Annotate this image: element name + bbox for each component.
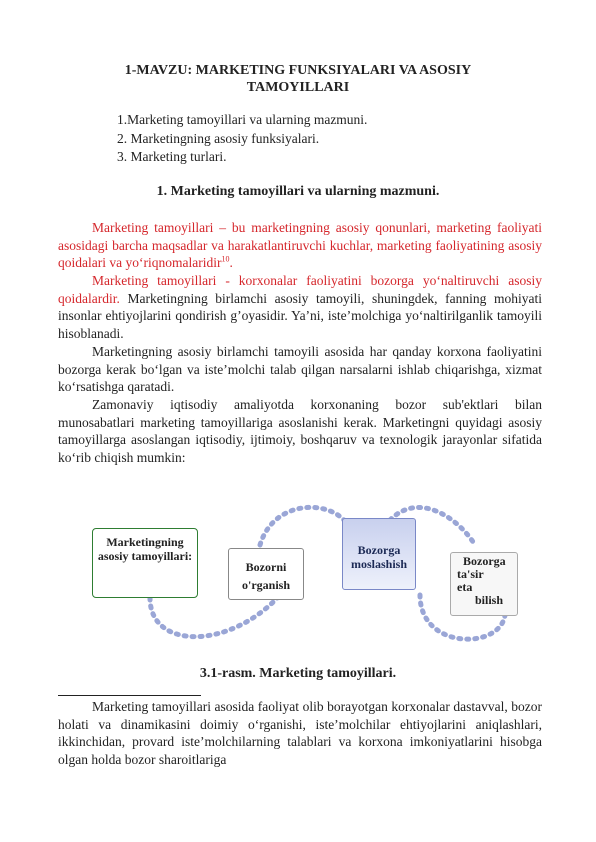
diagram-box-adapt — [342, 518, 416, 590]
diagram-box-influence-line2: ta'sir — [457, 567, 484, 581]
toc-item-3: 3. Marketing turlari. — [117, 149, 227, 164]
diagram-box-influence-line3: eta — [457, 580, 473, 594]
diagram-box-research-label: Bozorni o'rganish — [241, 560, 290, 592]
paragraph-2 — [58, 272, 542, 342]
paragraph-1-text: Marketing tamoyillari – bu marketingning asosiy qonunlari, marketing faoliyati asosidagi barcha maqsadlar va harakatlantiruvchi kuchlar, marketing faoliyatining asosiy qoidalari va yo‘riqnomalaridir — [58, 220, 542, 271]
paragraph-4: Zamonaviy iqtisodiy amaliyotda korxonaning bozor sub'ektlari bilan munosabatlari marketing tamoyillariga asoslanishi kerak. Marketingni quyidagi asosiy tamoyillarga asoslangan iqtisodiy, ijtimoiy, boshqaruv va texnologik jarayonlar sifatida ko‘rib chiqish mumkin: — [58, 397, 542, 465]
diagram-box-influence-line1: Bozorga — [463, 554, 506, 568]
paragraph-2-red: Marketing tamoyillari - korxonalar faoliyatini bozorga yo‘naltiruvchi asosiy qoidalardir. — [58, 273, 542, 306]
page-title: 1-MAVZU: MARKETING FUNKSIYALARI VA ASOSIY — [124, 63, 472, 78]
paragraph-2-text: Marketingning birlamchi asosiy tamoyili, shuningdek, fanning mohiyati insonlar ehtiyojlarini qondirish g’oyasidir. Ya’ni, iste’molchiga yo‘naltirilganlik tamoyili hisoblanadi. — [58, 290, 542, 341]
diagram-box-main-label: Marketingning asosiy tamoyillari: — [97, 535, 193, 563]
principles-diagram — [80, 500, 540, 650]
figure-caption: 3.1-rasm. Marketing tamoyillari. — [199, 666, 397, 681]
toc-item-2: 2. Marketingning asosiy funksiyalari. — [117, 131, 320, 146]
arrow-curve-1 — [150, 595, 280, 637]
paragraph-3: Marketingning asosiy birlamchi tamoyili asosida har qanday korxona faoliyatini bozorga kerak bo‘lgan va iste’molchi talab qilgan narsalarni ishlab chiqarishga, xizmat ko‘rsatishga qaratadi. — [58, 344, 542, 395]
footnote-divider — [58, 695, 201, 696]
footnote-ref[interactable]: 10 — [221, 254, 230, 264]
diagram-box-influence — [450, 552, 518, 616]
toc-item-1: 1.Marketing tamoyillari va ularning mazmuni. — [117, 112, 368, 127]
diagram-box-influence-line4: bilish — [475, 593, 504, 607]
diagram-box-research — [228, 548, 304, 600]
diagram-box-main — [92, 528, 198, 598]
paragraph-1-end: . — [229, 255, 233, 271]
section-heading: 1. Marketing tamoyillari va ularning mazmuni. — [156, 184, 440, 199]
diagram-box-adapt-label: Bozorga moslashish — [350, 543, 408, 571]
page-title-line2: TAMOYILLARI — [246, 80, 350, 95]
arrow-curve-2 — [260, 507, 350, 545]
paragraph-5: Marketing tamoyillari asosida faoliyat olib borayotgan korxonalar dastavval, bozor holati va dinamikasini doimiy o‘rganishi, iste’molchilar ehtiyojlarini aniqlashlari, ikkinchidan, provard iste’molchilarning talablari va korxona imkoniyatlarini hisobga olgan holda bozor sharoitlariga — [58, 699, 542, 767]
paragraph-1 — [58, 219, 542, 272]
